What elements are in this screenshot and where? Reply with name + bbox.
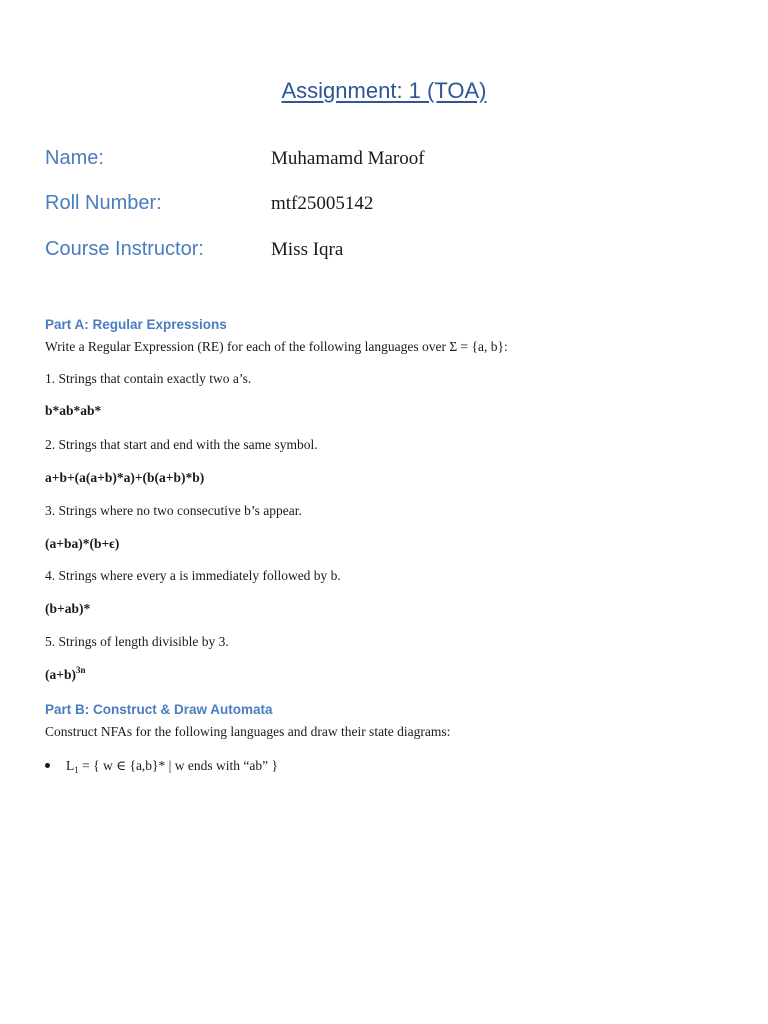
answer-5 xyxy=(45,667,85,683)
language-subscript: 1 xyxy=(74,765,79,775)
roll-number-value: mtf25005142 xyxy=(271,193,374,214)
info-row-roll-number xyxy=(45,192,745,222)
instructor-label: Course Instructor: xyxy=(45,238,204,260)
question-3: 3. Strings where no two consecutive b’s appear. xyxy=(45,503,302,518)
question-5: 5. Strings of length divisible by 3. xyxy=(45,634,229,649)
language-definition: = { w ∈ {a,b}* | w ends with “ab” } xyxy=(78,758,278,773)
part-a-heading: Part A: Regular Expressions xyxy=(45,317,227,332)
question-2: 2. Strings that start and end with the same symbol. xyxy=(45,437,318,452)
answer-4: (b+ab)* xyxy=(45,601,91,616)
info-row-instructor xyxy=(45,238,745,268)
part-b-heading: Part B: Construct & Draw Automata xyxy=(45,702,273,717)
bullet-icon xyxy=(45,763,50,768)
answer-5-exponent: 3n xyxy=(75,665,86,675)
question-1: 1. Strings that contain exactly two a’s. xyxy=(45,371,252,386)
part-b-intro: Construct NFAs for the following languages and draw their state diagrams: xyxy=(45,724,451,739)
instructor-value: Miss Iqra xyxy=(271,239,344,260)
answer-3: (a+ba)*(b+ϵ) xyxy=(45,536,120,551)
roll-number-label: Roll Number: xyxy=(45,192,162,214)
answer-2: a+b+(a(a+b)*a)+(b(a+b)*b) xyxy=(45,470,205,485)
question-4: 4. Strings where every a is immediately followed by b. xyxy=(45,568,341,583)
part-a-intro: Write a Regular Expression (RE) for each of the following languages over Σ = {a, b}: xyxy=(45,339,508,354)
name-value: Muhamamd Maroof xyxy=(271,148,425,169)
answer-1: b*ab*ab* xyxy=(45,403,102,418)
page-title: Assignment: 1 (TOA) xyxy=(281,78,487,103)
language-name: L xyxy=(66,758,75,773)
info-row-name xyxy=(45,147,745,177)
name-label: Name: xyxy=(45,147,104,169)
list-item xyxy=(45,758,278,774)
answer-5-base: (a+b) xyxy=(45,667,76,682)
